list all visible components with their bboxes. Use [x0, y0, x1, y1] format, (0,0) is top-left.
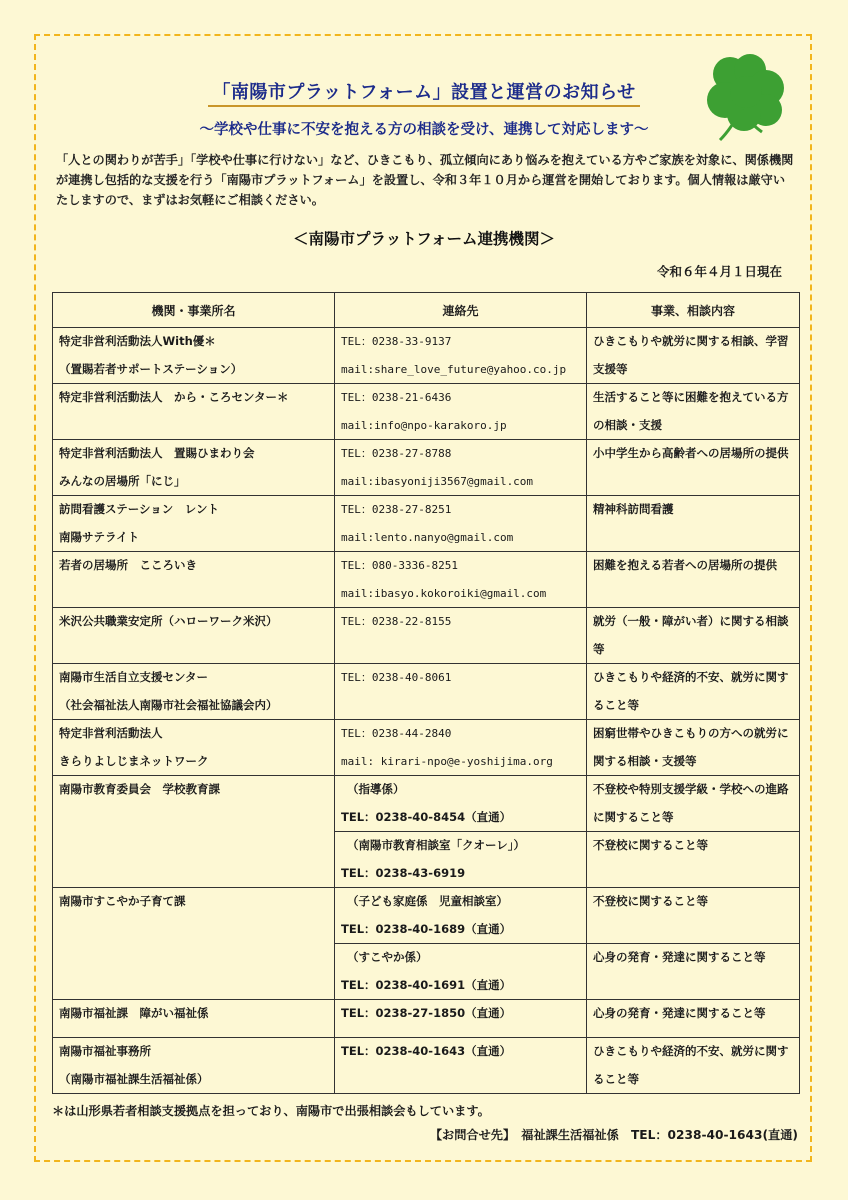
contact-cell — [335, 1000, 587, 1038]
org-cell — [53, 496, 335, 552]
org-line: 特定非営利活動法人 — [59, 726, 163, 740]
contact-line: （南陽市教育相談室「クオーレ」） — [347, 838, 526, 852]
agency-table — [52, 292, 800, 1094]
page-title: 「南陽市プラットフォーム」設置と運営のお知らせ — [0, 78, 848, 104]
contact-cell — [335, 720, 587, 776]
table-row — [53, 440, 800, 496]
contact-cell — [335, 552, 587, 608]
contact-cell — [335, 496, 587, 552]
contact-line: TEL：0238-27-8788 — [341, 447, 452, 460]
service-cell: 心身の発育・発達に関すること等 — [587, 944, 800, 1000]
service-cell: 生活すること等に困難を抱えている方の相談・支援 — [587, 384, 800, 440]
org-line: みんなの居場所「にじ」 — [59, 473, 186, 488]
org-cell — [53, 440, 335, 496]
org-cell — [53, 720, 335, 776]
org-line: （社会福祉法人南陽市社会福祉協議会内） — [59, 697, 278, 712]
contact-line: mail:ibasyoniji3567@gmail.com — [341, 474, 534, 488]
contact-line: TEL：0238-21-6436 — [341, 391, 452, 404]
org-line: 南陽サテライト — [59, 529, 140, 544]
org-line: （置賜若者サポートステーション） — [59, 361, 243, 376]
contact-cell — [335, 888, 587, 944]
org-cell — [53, 328, 335, 384]
contact-line: TEL：0238-40-8454（直通） — [341, 809, 512, 824]
table-row — [53, 664, 800, 720]
table-row — [53, 552, 800, 608]
service-cell: 困窮世帯やひきこもりの方への就労に関する相談・支援等 — [587, 720, 800, 776]
service-cell: 不登校に関すること等 — [587, 832, 800, 888]
contact-line: （子ども家庭係 児童相談室） — [347, 894, 508, 908]
table-row — [53, 608, 800, 664]
org-cell — [53, 1000, 335, 1038]
service-cell: 不登校や特別支援学級・学校への進路に関すること等 — [587, 776, 800, 832]
contact-cell — [335, 328, 587, 384]
table-row — [53, 384, 800, 440]
contact-line: mail:ibasyo.kokoroiki@gmail.com — [341, 586, 547, 600]
header-org: 機関・事業所名 — [53, 293, 335, 328]
org-line: 若者の居場所 こころいき — [59, 558, 197, 572]
org-line: 特定非営利活動法人 置賜ひまわり会 — [59, 446, 255, 460]
header-service: 事業、相談内容 — [587, 293, 800, 328]
table-row — [53, 1038, 800, 1094]
contact-cell — [335, 384, 587, 440]
clover-icon — [700, 52, 795, 144]
table-row — [53, 1000, 800, 1038]
org-line: 特定非営利活動法人 から・ころセンター＊ — [59, 390, 289, 404]
contact-line: TEL：0238-40-1691（直通） — [341, 977, 512, 992]
org-line: 南陽市生活自立支援センター — [59, 670, 209, 684]
org-line: 米沢公共職業安定所（ハローワーク米沢） — [59, 614, 278, 628]
service-cell: 心身の発育・発達に関すること等 — [587, 1000, 800, 1038]
service-cell: 就労（一般・障がい者）に関する相談等 — [587, 608, 800, 664]
org-line: 南陽市教育委員会 学校教育課 — [59, 782, 220, 796]
section-title: ＜南陽市プラットフォーム連携機関＞ — [293, 230, 555, 248]
org-line: 南陽市福祉事務所 — [59, 1044, 151, 1058]
org-line: きらりよしじまネットワーク — [59, 753, 209, 768]
contact-line: TEL：0238-40-1643（直通） — [341, 1044, 512, 1058]
service-cell: ひきこもりや経済的不安、就労に関すること等 — [587, 1038, 800, 1094]
service-cell: 困難を抱える若者への居場所の提供 — [587, 552, 800, 608]
org-line: 特定非営利活動法人With優＊ — [59, 334, 216, 348]
contact-line: TEL：0238-27-8251 — [341, 503, 452, 516]
table-row — [53, 888, 800, 944]
inquiry-contact: 【お問合せ先】 福祉課生活福祉係 TEL：0238-40-1643(直通) — [429, 1128, 798, 1142]
contact-line: （すこやか係） — [347, 950, 428, 964]
service-cell: 小中学生から高齢者への居場所の提供 — [587, 440, 800, 496]
contact-cell — [335, 776, 587, 832]
contact-line: mail:share_love_future@yahoo.co.jp — [341, 362, 567, 376]
page-subtitle: ～学校や仕事に不安を抱える方の相談を受け、連携して対応します～ — [199, 122, 649, 138]
table-row — [53, 496, 800, 552]
org-line: 南陽市福祉課 障がい福祉係 — [59, 1006, 209, 1020]
table-header-row — [53, 293, 800, 328]
contact-cell — [335, 440, 587, 496]
contact-line: TEL：0238-27-1850（直通） — [341, 1006, 512, 1020]
contact-line: mail: kirari-npo@e-yoshijima.org — [341, 754, 553, 768]
contact-line: TEL：0238-22-8155 — [341, 615, 452, 628]
contact-line: TEL：0238-40-1689（直通） — [341, 921, 512, 936]
table-row — [53, 776, 800, 832]
org-line: 南陽市すこやか子育て課 — [59, 894, 186, 908]
intro-text: 「人との関わりが苦手」「学校や仕事に行けない」など、ひきこもり、孤立傾向にあり悩みを抱えている方やご家族を対象に、関係機関が連携し包括的な支援を行う「南陽市プラットフォーム」を設置し、令和３年１０月から運営を開始しております。個人情報は厳守いたしますので、まずはお気軽にご相談ください。 — [56, 153, 794, 207]
service-cell: 不登校に関すること等 — [587, 888, 800, 944]
contact-cell — [335, 944, 587, 1000]
contact-cell — [335, 664, 587, 720]
contact-line: （指導係） — [347, 782, 405, 796]
service-cell: ひきこもりや経済的不安、就労に関すること等 — [587, 664, 800, 720]
footnote: ＊は山形県若者相談支援拠点を担っており、南陽市で出張相談会もしています。 — [52, 1104, 490, 1118]
org-cell — [53, 608, 335, 664]
service-cell: 精神科訪問看護 — [587, 496, 800, 552]
org-line: 訪問看護ステーション レント — [59, 502, 220, 516]
contact-cell — [335, 1038, 587, 1094]
contact-line: TEL：0238-33-9137 — [341, 335, 452, 348]
org-line: （南陽市福祉課生活福祉係） — [59, 1071, 209, 1086]
contact-cell — [335, 832, 587, 888]
contact-line: TEL：0238-43-6919 — [341, 865, 466, 880]
contact-line: mail:info@npo-karakoro.jp — [341, 418, 507, 432]
contact-line: TEL：080-3336-8251 — [341, 559, 458, 572]
as-of-date: 令和６年４月１日現在 — [656, 264, 782, 279]
org-cell — [53, 552, 335, 608]
service-cell: ひきこもりや就労に関する相談、学習支援等 — [587, 328, 800, 384]
contact-cell — [335, 608, 587, 664]
table-row — [53, 328, 800, 384]
org-cell — [53, 1038, 335, 1094]
contact-line: TEL：0238-44-2840 — [341, 727, 452, 740]
header-contact: 連絡先 — [335, 293, 587, 328]
org-cell — [53, 384, 335, 440]
table-row — [53, 720, 800, 776]
contact-line: TEL：0238-40-8061 — [341, 671, 452, 684]
org-cell — [53, 776, 335, 888]
org-cell — [53, 664, 335, 720]
org-cell — [53, 888, 335, 1000]
contact-line: mail:lento.nanyo@gmail.com — [341, 530, 514, 544]
